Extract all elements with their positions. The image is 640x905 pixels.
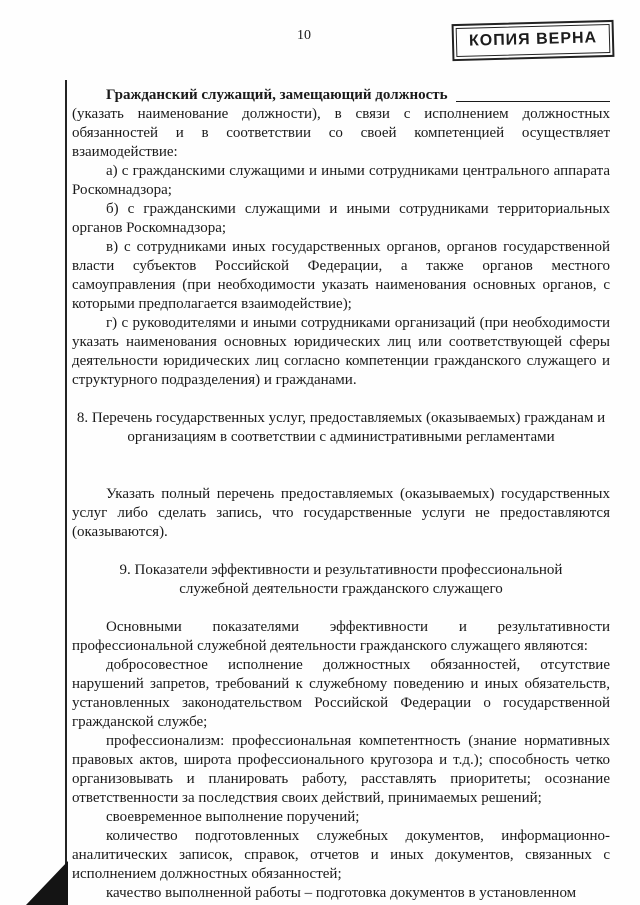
paragraph-item-a: а) с гражданскими служащими и иными сотрудниками центрального аппарата Роскомнадзора; <box>72 163 610 198</box>
paragraph: своевременное выполнение поручений; <box>106 809 360 825</box>
paragraph: добросовестное исполнение должностных обязанностей, отсутствие нарушений запретов, требований к служебному поведению и иных обязательств, установленных законодательством Российской Федерации о государственной гражданской службе; <box>72 657 610 730</box>
lead-line-with-blank <box>72 86 610 105</box>
paragraph: Основными показателями эффективности и результативности профессиональной служебной деятельности гражданского служащего являются: <box>72 619 610 654</box>
page-number: 10 <box>297 28 311 43</box>
copy-certified-stamp-text: КОПИЯ ВЕРНА <box>455 24 610 57</box>
paragraph-item-g: г) с руководителями и иными сотрудниками организаций (при необходимости указать наименования основных юридических лиц или соответствующей сферы деятельности юридических лиц согласно компетенции гражданского служащего и структурного подразделения) и гражданами. <box>72 315 610 388</box>
paragraph: (указать наименование должности), в связи с исполнением должностных обязанностей и в соответствии со своей компетенцией осуществляет взаимодействие: <box>72 106 610 160</box>
scan-artifact-corner <box>26 861 68 905</box>
paragraph: качество выполненной работы – подготовка документов в установленном <box>106 885 577 901</box>
lead-text: Гражданский служащий, замещающий должность <box>106 87 448 103</box>
scan-artifact-vertical-line <box>65 80 67 905</box>
document-body <box>72 86 610 903</box>
paragraph: профессионализм: профессиональная компетентность (знание нормативных правовых актов, широта профессионального кругозора и т.д.); способность четко организовывать и планировать работу, расставлять приоритеты; осознание ответственности за последствия своих действий, принимаемых решений; <box>72 733 610 806</box>
section-heading-8: 8. Перечень государственных услуг, предоставляемых (оказываемых) гражданам и организациям в соответствии с административными регламентами <box>76 410 606 445</box>
paragraph-item-v: в) с сотрудниками иных государственных органов, органов государственной власти субъектов Российской Федерации, а также органов местного самоуправления (при необходимости указать наименования основных органов, с которыми предполагается взаимодействие); <box>72 239 610 312</box>
paragraph-item-b: б) с гражданскими служащими и иными сотрудниками территориальных органов Роскомнадзора; <box>72 201 610 236</box>
paragraph: Указать полный перечень предоставляемых (оказываемых) государственных услуг либо сделать запись, что государственные услуги не предоставляются (оказываются). <box>72 486 610 540</box>
copy-certified-stamp <box>451 20 614 61</box>
fill-in-blank-line <box>456 101 610 102</box>
paragraph: количество подготовленных служебных документов, информационно-аналитических записок, справок, отчетов и иных документов, связанных с исполнением должностных обязанностей; <box>72 828 610 882</box>
section-heading-9: 9. Показатели эффективности и результативности профессиональной служебной деятельности гражданского служащего <box>119 562 563 597</box>
